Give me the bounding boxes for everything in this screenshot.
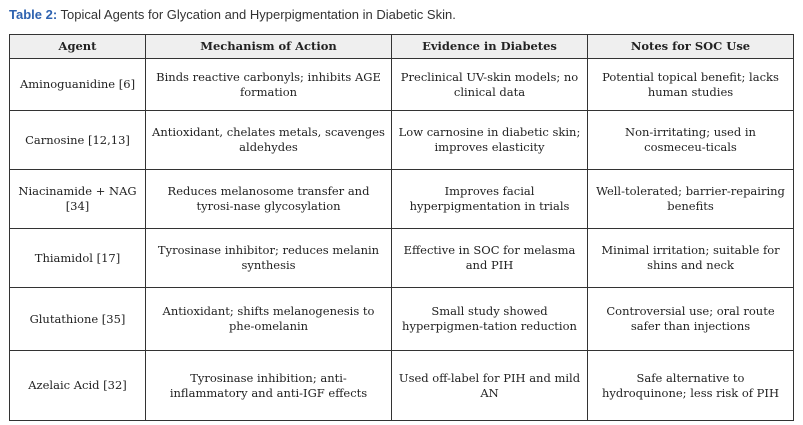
cell-agent: Glutathione [35]	[10, 288, 146, 351]
cell-evidence: Preclinical UV-skin models; no clinical data	[392, 59, 588, 111]
cell-mechanism: Reduces melanosome transfer and tyrosi-nase glycosylation	[146, 170, 392, 229]
cell-agent: Thiamidol [17]	[10, 229, 146, 288]
header-evidence: Evidence in Diabetes	[392, 35, 588, 59]
table-caption-text: Topical Agents for Glycation and Hyperpigmentation in Diabetic Skin.	[57, 7, 456, 22]
cell-mechanism: Tyrosinase inhibitor; reduces melanin synthesis	[146, 229, 392, 288]
cell-agent: Aminoguanidine [6]	[10, 59, 146, 111]
table-row	[10, 351, 794, 421]
table-caption	[9, 7, 456, 22]
cell-mechanism: Binds reactive carbonyls; inhibits AGE formation	[146, 59, 392, 111]
table-row	[10, 111, 794, 170]
cell-agent: Niacinamide + NAG [34]	[10, 170, 146, 229]
table-caption-label: Table 2:	[9, 7, 58, 22]
table-header-row	[10, 35, 794, 59]
table-row	[10, 170, 794, 229]
cell-agent: Azelaic Acid [32]	[10, 351, 146, 421]
cell-evidence: Small study showed hyperpigmen-tation reduction	[392, 288, 588, 351]
cell-notes: Safe alternative to hydroquinone; less risk of PIH	[588, 351, 794, 421]
agents-table	[9, 34, 794, 421]
cell-notes: Potential topical benefit; lacks human studies	[588, 59, 794, 111]
cell-notes: Controversial use; oral route safer than injections	[588, 288, 794, 351]
table-row	[10, 229, 794, 288]
header-notes: Notes for SOC Use	[588, 35, 794, 59]
cell-mechanism: Antioxidant; shifts melanogenesis to phe-omelanin	[146, 288, 392, 351]
cell-evidence: Improves facial hyperpigmentation in trials	[392, 170, 588, 229]
cell-agent: Carnosine [12,13]	[10, 111, 146, 170]
header-mechanism: Mechanism of Action	[146, 35, 392, 59]
cell-mechanism: Tyrosinase inhibition; anti-inflammatory and anti-IGF effects	[146, 351, 392, 421]
table-row	[10, 288, 794, 351]
cell-mechanism: Antioxidant, chelates metals, scavenges aldehydes	[146, 111, 392, 170]
cell-evidence: Low carnosine in diabetic skin; improves elasticity	[392, 111, 588, 170]
cell-notes: Non-irritating; used in cosmeceu-ticals	[588, 111, 794, 170]
cell-notes: Minimal irritation; suitable for shins and neck	[588, 229, 794, 288]
cell-evidence: Used off-label for PIH and mild AN	[392, 351, 588, 421]
header-agent: Agent	[10, 35, 146, 59]
cell-evidence: Effective in SOC for melasma and PIH	[392, 229, 588, 288]
table-row	[10, 59, 794, 111]
cell-notes: Well-tolerated; barrier-repairing benefits	[588, 170, 794, 229]
